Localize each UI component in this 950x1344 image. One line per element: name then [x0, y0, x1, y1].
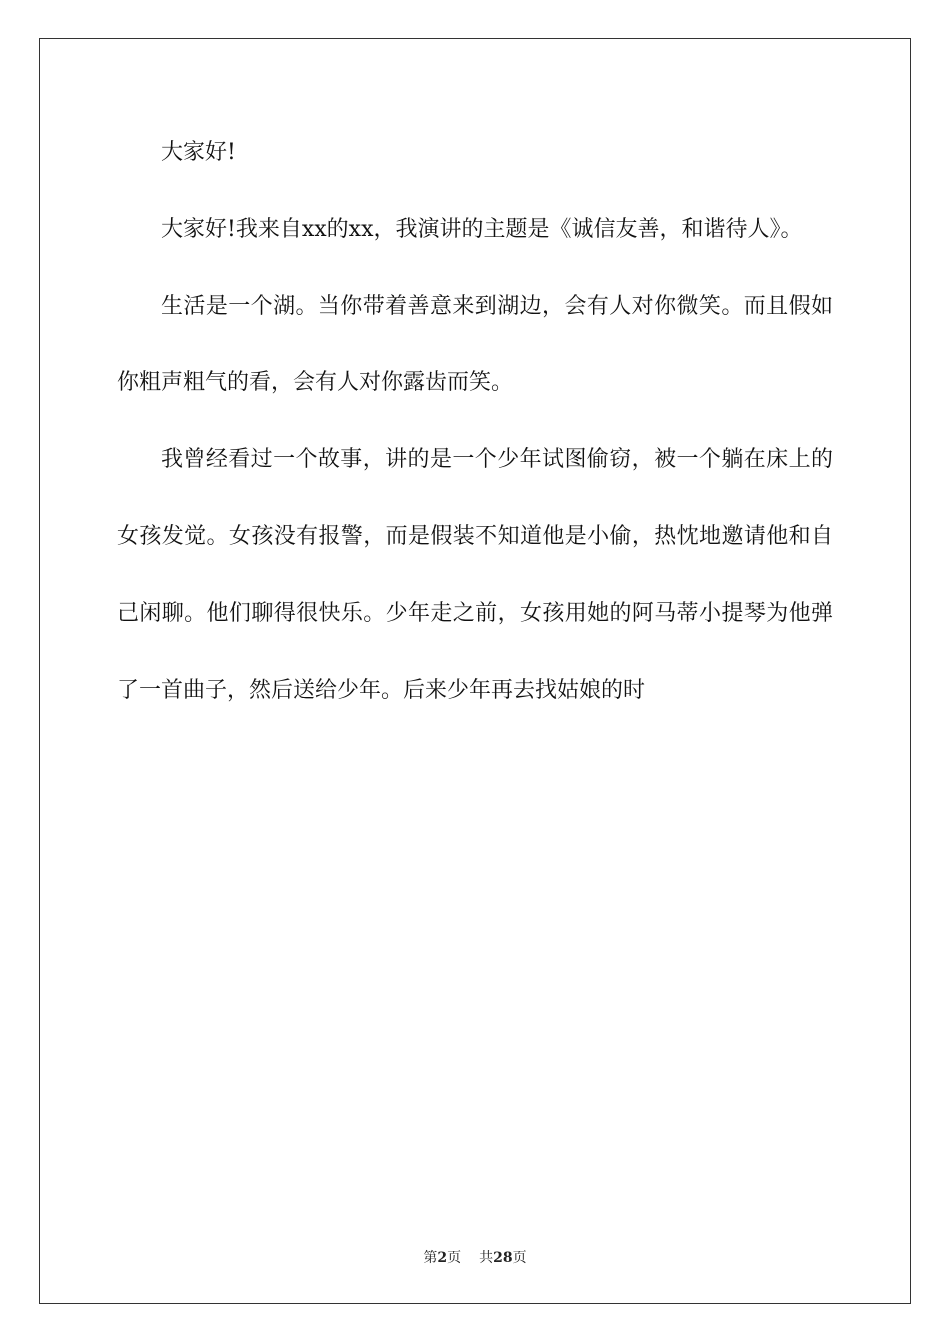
page-footer	[0, 1247, 950, 1267]
paragraph-story: 我曾经看过一个故事，讲的是一个少年试图偷窃，被一个躺在床上的女孩发觉。女孩没有报警，而是假装不知道他是小偷，热忱地邀请他和自己闲聊。他们聊得很快乐。少年走之前，女孩用她的阿马蒂小提琴为他弹了一首曲子，然后送给少年。后来少年再去找姑娘的时	[117, 447, 833, 703]
paragraph-lake: 生活是一个湖。当你带着善意来到湖边，会有人对你微笑。而且假如你粗声粗气的看，会有人对你露齿而笑。	[117, 293, 833, 396]
page-number: 2	[437, 1250, 448, 1266]
total-prefix: 共	[479, 1250, 494, 1266]
page-suffix: 页	[447, 1250, 462, 1266]
paragraph-greeting: 大家好!	[161, 140, 236, 165]
document-body	[117, 115, 833, 729]
paragraph-introduction: 大家好!我来自xx的xx，我演讲的主题是《诚信友善，和谐待人》。	[161, 216, 803, 242]
total-pages: 28	[493, 1250, 513, 1266]
page-prefix: 第	[423, 1250, 438, 1266]
total-suffix: 页	[512, 1250, 527, 1266]
